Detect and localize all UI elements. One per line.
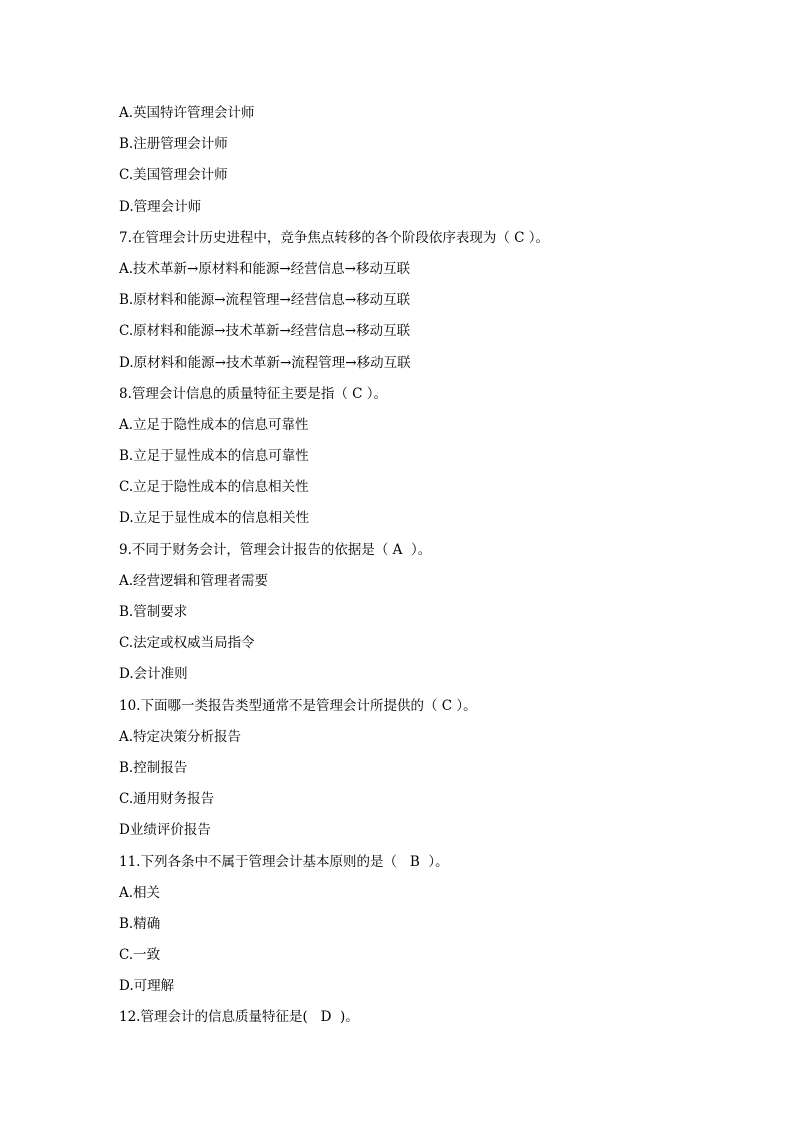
option-line: C.法定或权威当局指令 xyxy=(119,635,255,652)
question-line: 11.下列各条中不属于管理会计基本原则的是（ B ）。 xyxy=(119,853,449,870)
option-line: D.立足于显性成本的信息相关性 xyxy=(119,510,310,527)
option-line: B.原材料和能源→流程管理→经营信息→移动互联 xyxy=(119,292,411,309)
option-line: D.管理会计师 xyxy=(119,198,202,215)
option-line: A.英国特许管理会计师 xyxy=(119,105,255,121)
question-line: 9.不同于财务会计，管理会计报告的依据是（ A ）。 xyxy=(119,541,432,558)
option-line: D.可理解 xyxy=(119,978,175,995)
option-line: C.通用财务报告 xyxy=(119,791,215,808)
option-line: C.原材料和能源→技术革新→经营信息→移动互联 xyxy=(119,323,411,340)
option-line: A.相关 xyxy=(119,884,161,901)
option-line: C.立足于隐性成本的信息相关性 xyxy=(119,479,309,496)
option-line: B.控制报告 xyxy=(119,759,188,776)
option-line: A.特定决策分析报告 xyxy=(119,728,242,745)
option-line: D.会计准则 xyxy=(119,666,188,683)
option-line: B.管制要求 xyxy=(119,604,188,620)
option-line: D.原材料和能源→技术革新→流程管理→移动互联 xyxy=(119,354,411,371)
question-list xyxy=(119,102,759,1038)
option-line: B.注册管理会计师 xyxy=(119,136,228,153)
question-line: 7.在管理会计历史进程中，竞争焦点转移的各个阶段依序表现为（ C ）。 xyxy=(119,229,550,246)
question-line: 12.管理会计的信息质量特征是( D )。 xyxy=(119,1009,359,1026)
option-line: A.经营逻辑和管理者需要 xyxy=(119,572,269,589)
option-line: A.技术革新→原材料和能源→经营信息→移动互联 xyxy=(119,260,410,277)
option-line: A.立足于隐性成本的信息可靠性 xyxy=(119,416,309,433)
option-line: C.美国管理会计师 xyxy=(119,167,228,184)
option-line: D业绩评价报告 xyxy=(119,822,211,839)
option-line: C.一致 xyxy=(119,947,161,964)
question-line: 8.管理会计信息的质量特征主要是指（ C ）。 xyxy=(119,385,388,402)
option-line: B.精确 xyxy=(119,915,161,932)
question-line: 10.下面哪一类报告类型通常不是管理会计所提供的（ C ）。 xyxy=(119,697,477,714)
option-line: B.立足于显性成本的信息可靠性 xyxy=(119,448,309,465)
